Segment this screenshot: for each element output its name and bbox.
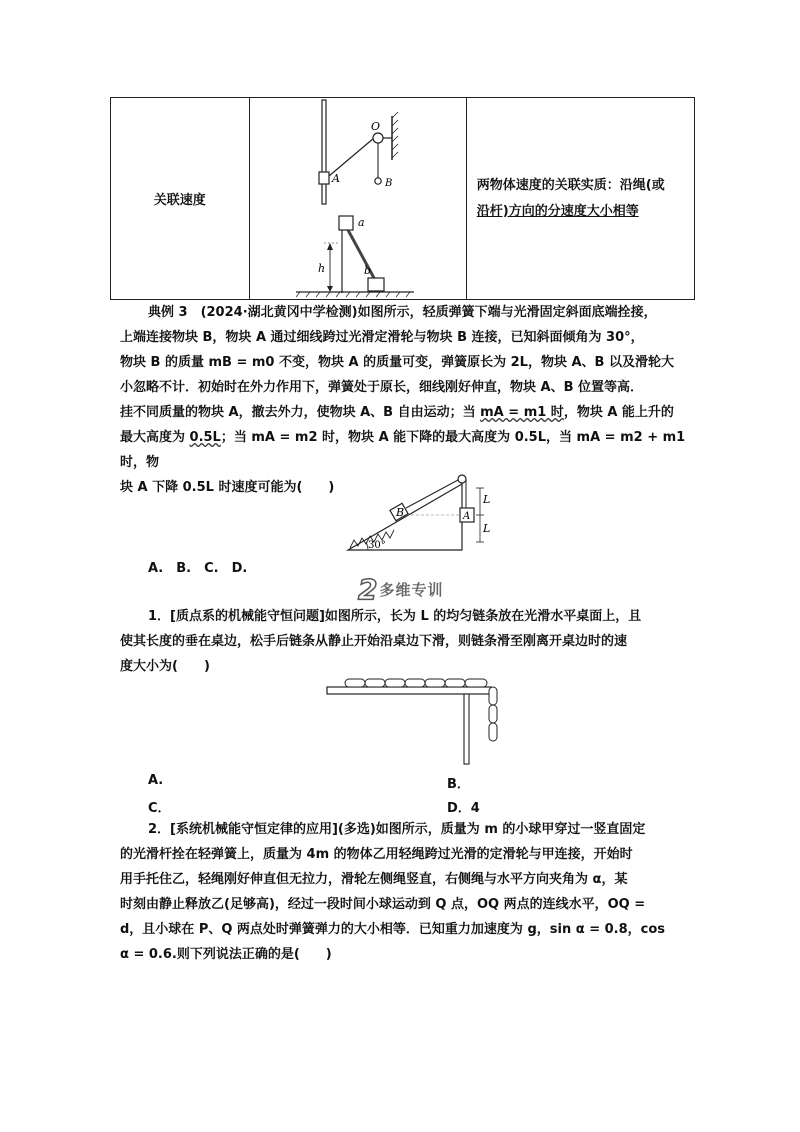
section-number: 2 xyxy=(358,572,378,606)
wavy-text: mA = m1 时 xyxy=(480,405,564,420)
question-1-text xyxy=(120,604,692,679)
label-B: B xyxy=(384,178,392,189)
right-text-line-2: 沿杆)方向的分速度大小相等 xyxy=(476,203,639,219)
wavy-text: 0.5L xyxy=(189,430,221,445)
label-h: h xyxy=(317,262,325,275)
q1-line: 1．[质点系的机械能守恒问题]如图所示，长为 L 的均匀链条放在光滑水平桌面上，且 xyxy=(148,609,642,624)
example-line: 物块 B 的质量 mB = m0 不变，物块 A 的质量可变，弹簧原长为 2L，物块 A、B 以及滑轮大 xyxy=(120,355,674,370)
section-title: 多维专训 xyxy=(379,580,444,599)
example-line: 小忽略不计．初始时在外力作用下，弹簧处于原长，细线刚好伸直，物块 A、B 位置等高． xyxy=(120,380,644,395)
question-2-text xyxy=(120,817,692,967)
q1-option-b: B． xyxy=(447,777,470,792)
right-text-line-1: 两物体速度的关联实质：沿绳(或 xyxy=(476,177,665,193)
q1-line: 度大小为( ) xyxy=(120,659,210,674)
text-span: 最大高度为 xyxy=(120,430,190,445)
incline-label-L1: L xyxy=(483,493,491,506)
q2-line: d，且小球在 P、Q 两点处时弹簧弹力的大小相等．已知重力加速度为 g，sin α = 0.8，cos xyxy=(120,922,666,937)
label-A: A xyxy=(331,172,340,185)
label-a: a xyxy=(357,216,365,229)
q2-line: 时刻由静止释放乙(足够高)，经过一段时间小球运动到 Q 点，OQ 两点的连线水平，OQ = xyxy=(120,897,646,912)
q2-line: 2．[系统机械能守恒定律的应用](多选)如图所示，质量为 m 的小球甲穿过一竖直固定 xyxy=(148,822,646,837)
example-line xyxy=(120,400,692,425)
incline-label-angle: 30° xyxy=(368,540,386,551)
section-heading xyxy=(358,574,444,604)
association-table xyxy=(110,97,695,300)
incline-label-L2: L xyxy=(483,522,491,535)
q2-line: α = 0.6.则下列说法正确的是( ) xyxy=(120,947,332,962)
incline-label-B: B xyxy=(396,506,405,519)
table-figure-cell xyxy=(250,98,467,299)
example-line: 典例 3 (2024·湖北黄冈中学检测)如图所示，轻质弹簧下端与光滑固定斜面底端拴接， xyxy=(148,305,657,320)
label-b: b xyxy=(363,264,371,277)
label-O: O xyxy=(370,120,380,133)
incline-label-A: A xyxy=(463,511,471,522)
incline-figure xyxy=(340,470,500,554)
example-line: 块 A 下降 0.5L 时速度可能为( ) xyxy=(120,480,335,495)
q1-option-c: C． xyxy=(148,801,171,816)
left-cell-label: 关联速度 xyxy=(153,193,206,208)
table-left-cell xyxy=(111,98,250,299)
text-span: 挂不同质量的物块 A，撤去外力，使物块 A、B 自由运动；当 xyxy=(120,405,481,420)
q1-line: 使其长度的垂在桌边，松手后链条从静止开始沿桌边下滑，则链条滑至刚离开桌边时的速 xyxy=(120,634,628,649)
table-figures xyxy=(250,98,466,298)
q2-line: 用手托住乙，轻绳刚好伸直但无拉力，滑轮左侧绳竖直，右侧绳与水平方向夹角为 α，某 xyxy=(120,872,628,887)
example-3-options: A. B. C. D. xyxy=(148,561,248,576)
q1-option-a: A. xyxy=(148,773,164,788)
text-span: ；当 mA = m2 时，物块 A 能下降的最大高度为 0.5L，当 mA = m2 + m1 时，物 xyxy=(120,430,686,470)
figure-rod-blocks xyxy=(290,210,418,297)
figure-rod-pulley xyxy=(319,100,398,204)
text-span: ，物块 A 能上升的 xyxy=(563,405,674,420)
q2-line: 的光滑杆拴在轻弹簧上，质量为 4m 的物体乙用轻绳跨过光滑的定滑轮与甲连接，开始时 xyxy=(120,847,633,862)
example-line: 上端连接物块 B，物块 A 通过细线跨过光滑定滑轮与物块 B 连接，已知斜面倾角为 30°， xyxy=(120,330,644,345)
table-right-cell xyxy=(467,98,694,299)
q1-option-d: D．4 xyxy=(447,801,480,816)
chain-table-figure xyxy=(325,675,505,767)
example-line xyxy=(120,425,692,475)
